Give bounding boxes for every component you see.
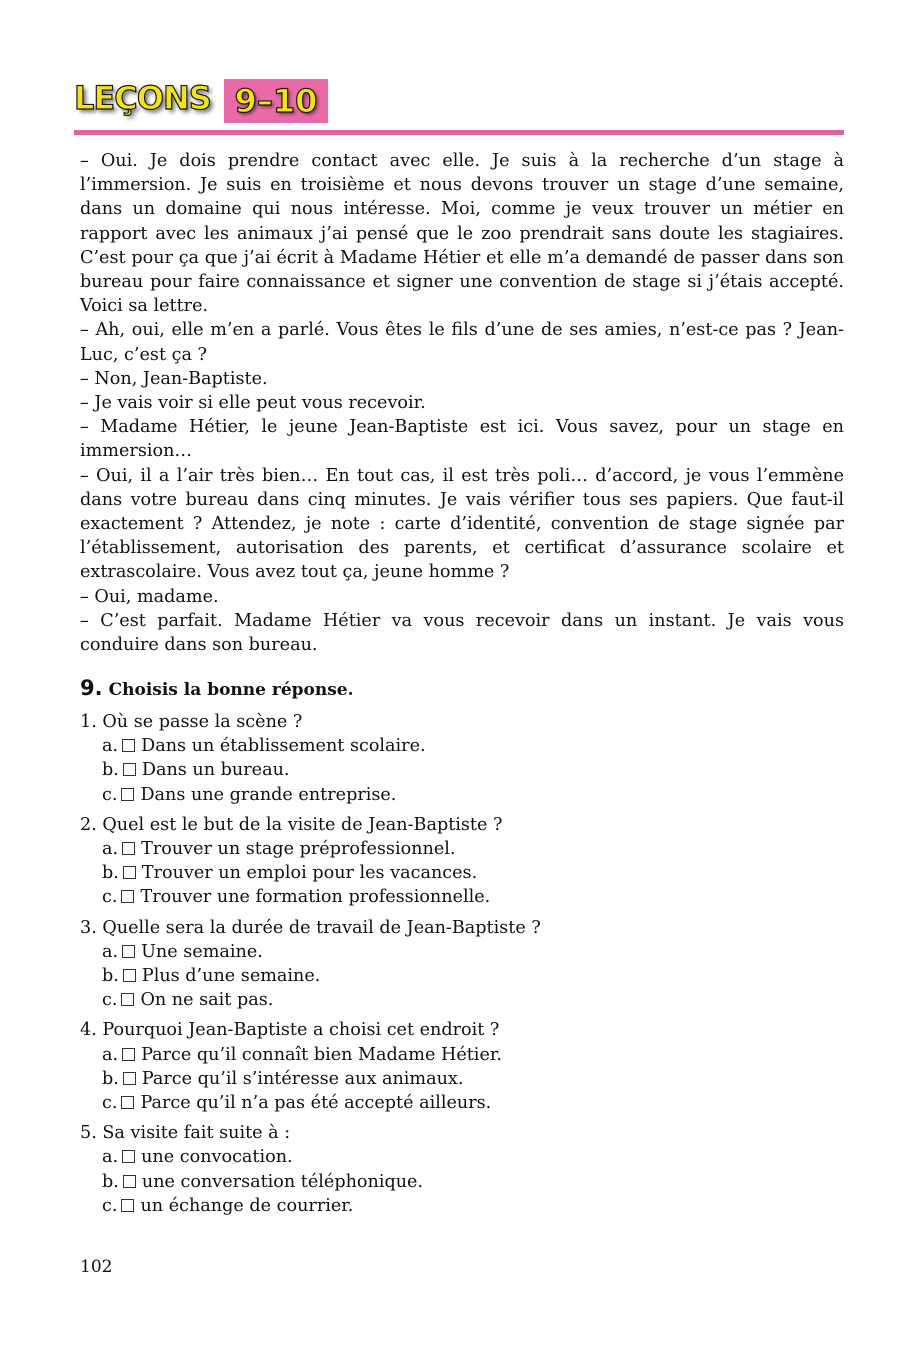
header-divider [74,130,844,135]
option-text: On ne sait pas. [140,990,274,1011]
dialogue-line: – Madame Hétier, le jeune Jean-Baptiste est ici. Vous savez, pour un stage en immersion… [80,417,844,462]
option-text: un échange de courrier. [140,1195,354,1216]
option-letter: a. [102,1044,119,1065]
exercise-instruction: Choisis la bonne réponse. [108,680,354,700]
option-text: Plus d’une semaine. [141,966,321,987]
option-text: une convocation. [141,1147,293,1168]
option-letter: c. [102,990,118,1011]
answer-option [80,1043,844,1067]
checkbox[interactable] [121,788,134,801]
checkbox[interactable] [122,1048,135,1061]
option-text: Trouver une formation professionnelle. [140,887,491,908]
dialogue-line: – Oui, il a l’air très bien… En tout cas, il est très poli… d’accord, je vous l’emmène dans votre bureau dans cinq minutes. Je vais vérifier tous ses papiers. Que faut-il exactement ? Attendez, je note : carte d’identité, convention de stage signée par l’établissement, autorisation des parents, et certificat d’assurance scolaire et extrascolaire. Vous avez tout ça, jeune homme ? [80,465,844,583]
option-letter: b. [102,863,119,884]
dialogue-line: – Je vais voir si elle peut vous recevoir. [80,393,426,414]
exercise-number: 9. [80,676,103,700]
option-text: Dans un établissement scolaire. [141,736,426,757]
question [80,1018,844,1115]
checkbox[interactable] [121,1096,134,1109]
answer-option [80,1091,844,1115]
answer-option [80,861,844,885]
option-text: Une semaine. [141,941,263,962]
question [80,916,844,1013]
question-text: 2. Quel est le but de la visite de Jean-Baptiste ? [80,814,503,835]
dialogue-line: – Ah, oui, elle m’en a parlé. Vous êtes le fils d’une de ses amies, n’est-ce pas ? Jean-Luc, c’est ça ? [80,320,844,365]
lesson-header [74,76,844,136]
checkbox[interactable] [122,945,135,958]
question [80,1121,844,1218]
answer-option [80,837,844,861]
option-text: Dans un bureau. [141,760,290,781]
checkbox[interactable] [121,993,134,1006]
dialogue-line: – C’est parfait. Madame Hétier va vous recevoir dans un instant. Je vais vous conduire dans son bureau. [80,610,844,656]
option-text: une conversation téléphonique. [141,1171,424,1192]
option-text: Parce qu’il n’a pas été accepté ailleurs. [140,1093,492,1114]
question-text: 4. Pourquoi Jean-Baptiste a choisi cet endroit ? [80,1020,500,1041]
option-letter: b. [102,760,119,781]
dialogue-text [80,149,844,657]
checkbox[interactable] [121,1199,134,1212]
question-text: 5. Sa visite fait suite à : [80,1123,291,1144]
dialogue-line: – Non, Jean-Baptiste. [80,368,268,389]
answer-option [80,734,844,758]
section-label: LEÇONS [74,79,211,117]
answer-option [80,758,844,782]
question [80,813,844,910]
option-letter: c. [102,887,118,908]
dialogue-line: – Oui, madame. [80,586,219,607]
answer-option [80,988,844,1012]
option-text: Parce qu’il s’intéresse aux animaux. [141,1068,464,1089]
checkbox[interactable] [122,1150,135,1163]
lesson-range-badge [224,79,328,123]
checkbox[interactable] [123,969,136,982]
option-letter: b. [102,1171,119,1192]
question [80,710,844,807]
checkbox[interactable] [121,890,134,903]
option-letter: c. [102,1093,118,1114]
answer-option [80,885,844,909]
answer-option [80,964,844,988]
checkbox[interactable] [122,842,135,855]
page-number: 102 [80,1257,113,1277]
option-letter: c. [102,1195,118,1216]
answer-option [80,940,844,964]
question-list [80,710,844,1224]
option-text: Trouver un stage préprofessionnel. [141,839,456,860]
question-text: 1. Où se passe la scène ? [80,712,303,732]
answer-option [80,1067,844,1091]
answer-option [80,1145,844,1169]
option-text: Parce qu’il connaît bien Madame Hétier. [141,1044,502,1065]
checkbox[interactable] [122,739,135,752]
answer-option [80,783,844,807]
option-letter: b. [102,1068,119,1089]
checkbox[interactable] [123,763,136,776]
answer-option [80,1170,844,1194]
option-text: Dans une grande entreprise. [140,784,397,805]
question-text: 3. Quelle sera la durée de travail de Jean-Baptiste ? [80,917,541,938]
option-letter: a. [102,1147,119,1168]
checkbox[interactable] [123,866,136,879]
option-letter: a. [102,941,119,962]
option-letter: c. [102,784,118,805]
checkbox[interactable] [123,1175,136,1188]
answer-option [80,1194,844,1218]
option-letter: a. [102,736,119,757]
lesson-range: 9–10 [234,82,318,120]
exercise-heading [80,676,354,702]
option-letter: a. [102,839,119,860]
option-text: Trouver un emploi pour les vacances. [141,863,478,884]
dialogue-line: – Oui. Je dois prendre contact avec elle. Je suis à la recherche d’un stage à l’immersion. Je suis en troisième et nous devons trouver un stage d’une semaine, dans un domaine qui nous intéresse. Moi, comme je veux trouver un métier en rapport avec les animaux j’ai pensé que le zoo prendrait sans doute les stagiaires. C’est pour ça que j’ai écrit à Madame Hétier et elle m’a demandé de passer dans son bureau pour faire connaissance et signer une convention de stage si j’étais accepté. Voici sa lettre. [80,151,844,317]
option-letter: b. [102,966,119,987]
checkbox[interactable] [123,1072,136,1085]
